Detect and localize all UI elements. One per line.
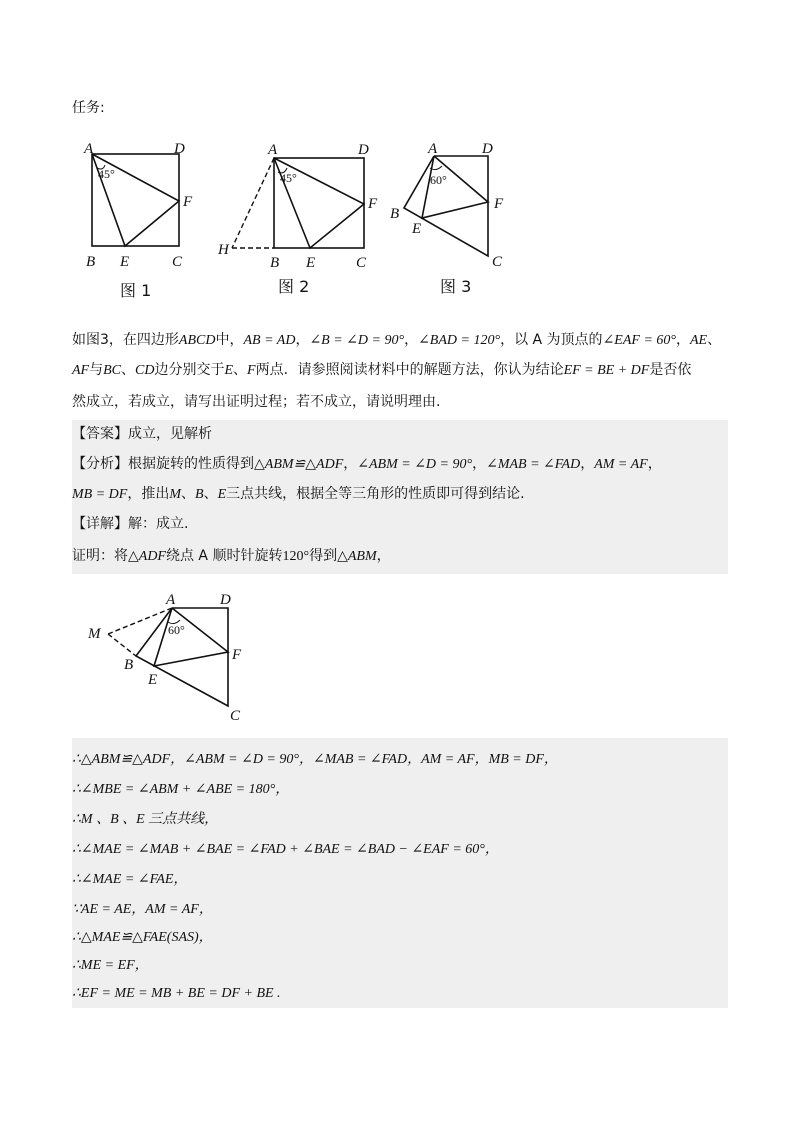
fig1-label-a: A	[84, 141, 94, 157]
fig1-angle: 45°	[98, 167, 115, 181]
fig3-label-f: F	[494, 196, 504, 212]
fig1-caption: 图 1	[120, 281, 152, 300]
fig2-caption: 图 2	[278, 277, 310, 296]
fig3-label-d: D	[482, 141, 493, 157]
problem-math: ∠B = ∠D = 90°	[309, 333, 405, 348]
fig1-label-b: B	[86, 254, 96, 270]
fig3-angle: 60°	[430, 173, 447, 187]
problem-math: F	[247, 363, 256, 378]
fig1-label-d: D	[174, 141, 185, 157]
detail-line: 【详解】解：成立.	[72, 516, 189, 532]
analysis-math: MB = DF	[72, 487, 128, 502]
fig3-label-e: E	[412, 221, 422, 237]
fig4-label-m: M	[88, 626, 101, 642]
proof-step-3: ∴M 、B 、E 三点共线，	[72, 812, 219, 827]
problem-math: ∠BAD = 120°	[418, 333, 501, 348]
analysis-math: ∠MAB = ∠FAD	[486, 457, 581, 472]
analysis-line-1	[72, 454, 662, 475]
analysis-text: 、	[181, 486, 195, 502]
analysis-line-2	[72, 484, 525, 505]
fig3-label-a: A	[428, 141, 438, 157]
problem-line-1	[72, 330, 721, 351]
fig2-label-a: A	[268, 142, 278, 158]
fig1-label-c: C	[172, 254, 183, 270]
fig2-label-f: F	[368, 196, 378, 212]
problem-text: 如图3，在四边形	[72, 332, 179, 348]
problem-text: ，以 A 为顶点的	[500, 332, 603, 348]
fig4-label-c: C	[230, 708, 241, 724]
fig2-label-d: D	[358, 142, 369, 158]
proof-text: 绕点 A 顺时针旋转	[165, 548, 283, 564]
problem-text: ，	[404, 332, 419, 348]
figure-4	[80, 584, 260, 732]
proof-step-6: ∵AE = AE，AM = AF，	[72, 902, 213, 917]
problem-math: ∠EAF = 60°	[602, 333, 676, 348]
analysis-math: ∠ABM = ∠D = 90°	[357, 457, 473, 472]
analysis-text: ，	[647, 456, 662, 472]
figure-3	[388, 136, 518, 306]
problem-text: 、	[707, 332, 722, 348]
fig2-angle: 45°	[280, 171, 297, 185]
problem-text: ，	[676, 332, 690, 348]
problem-math: CD	[135, 363, 155, 378]
proof-step-8: ∴ME = EF，	[72, 958, 149, 973]
problem-text: 与	[89, 362, 104, 378]
problem-text: 中，	[215, 332, 244, 348]
fig4-label-d: D	[220, 592, 231, 608]
fig3-label-b: B	[390, 206, 400, 222]
problem-math: AE	[690, 333, 708, 348]
fig3-label-c: C	[492, 254, 503, 270]
fig2-label-b: B	[270, 255, 280, 271]
analysis-math: M	[169, 487, 181, 502]
figure-1	[80, 136, 210, 306]
proof-intro	[72, 546, 391, 567]
problem-math: ABCD	[178, 333, 216, 348]
analysis-text: ，	[580, 456, 595, 472]
fig4-label-a: A	[166, 592, 176, 608]
proof-text: 证明：将	[72, 548, 128, 564]
fig4-label-e: E	[148, 672, 158, 688]
analysis-math: AM = AF	[594, 457, 648, 472]
fig2-label-e: E	[306, 255, 316, 271]
fig4-angle: 60°	[168, 623, 185, 637]
problem-text: 是否依	[649, 362, 692, 378]
fig1-label-f: F	[183, 194, 193, 210]
problem-text: ，	[295, 332, 310, 348]
analysis-math: B	[195, 487, 204, 502]
proof-math: 120°	[282, 549, 310, 564]
fig4-label-f: F	[232, 647, 242, 663]
fig4-label-b: B	[124, 657, 134, 673]
problem-math: E	[224, 363, 234, 378]
proof-step-2: ∴∠MBE = ∠ABM + ∠ABE = 180°，	[72, 782, 290, 797]
problem-math: AF	[72, 363, 90, 378]
problem-line-2	[72, 360, 691, 381]
analysis-text: ，	[343, 456, 358, 472]
answer-line: 【答案】成立，见解析	[72, 426, 212, 442]
analysis-text: 、	[203, 486, 218, 502]
analysis-text: ，	[472, 456, 487, 472]
figure-2	[212, 136, 382, 306]
analysis-math: △ABM≌△ADF	[254, 457, 344, 472]
fig2-label-c: C	[356, 255, 367, 271]
problem-math: AB = AD	[243, 333, 296, 348]
problem-math: BC	[103, 363, 121, 378]
problem-math: EF = BE + DF	[563, 363, 650, 378]
problem-text: 边分别交于	[154, 362, 225, 378]
analysis-text: 【分析】根据旋转的性质得到	[72, 456, 254, 472]
fig1-label-e: E	[120, 254, 130, 270]
proof-text: 得到	[309, 548, 338, 564]
problem-text: 两点．请参照阅读材料中的解题方法，你认为结论	[255, 362, 564, 378]
proof-step-9: ∴EF = ME = MB + BE = DF + BE .	[72, 986, 281, 1001]
proof-step-7: ∴△MAE≌△FAE(SAS)，	[72, 930, 213, 945]
proof-math: △ABM	[337, 549, 377, 564]
proof-step-4: ∴∠MAE = ∠MAB + ∠BAE = ∠FAD + ∠BAE = ∠BAD − ∠EAF = 60°，	[72, 842, 499, 857]
fig3-caption: 图 3	[440, 277, 472, 296]
problem-text: 、	[233, 362, 248, 378]
proof-step-1: ∴△ABM≌△ADF，∠ABM = ∠D = 90°，∠MAB = ∠FAD，AM = AF，MB = DF，	[72, 752, 558, 767]
proof-text: ，	[376, 548, 391, 564]
problem-line-3: 然成立，若成立，请写出证明过程；若不成立，请说明理由.	[72, 394, 441, 410]
fig2-label-h: H	[218, 242, 229, 258]
task-label: 任务:	[72, 100, 105, 116]
analysis-text: ，推出	[127, 486, 170, 502]
problem-text: 、	[121, 362, 135, 378]
proof-step-5: ∴∠MAE = ∠FAE，	[72, 872, 188, 887]
analysis-math: E	[217, 487, 227, 502]
analysis-text: 三点共线，根据全等三角形的性质即可得到结论.	[226, 486, 525, 502]
proof-math: △ADF	[128, 549, 166, 564]
